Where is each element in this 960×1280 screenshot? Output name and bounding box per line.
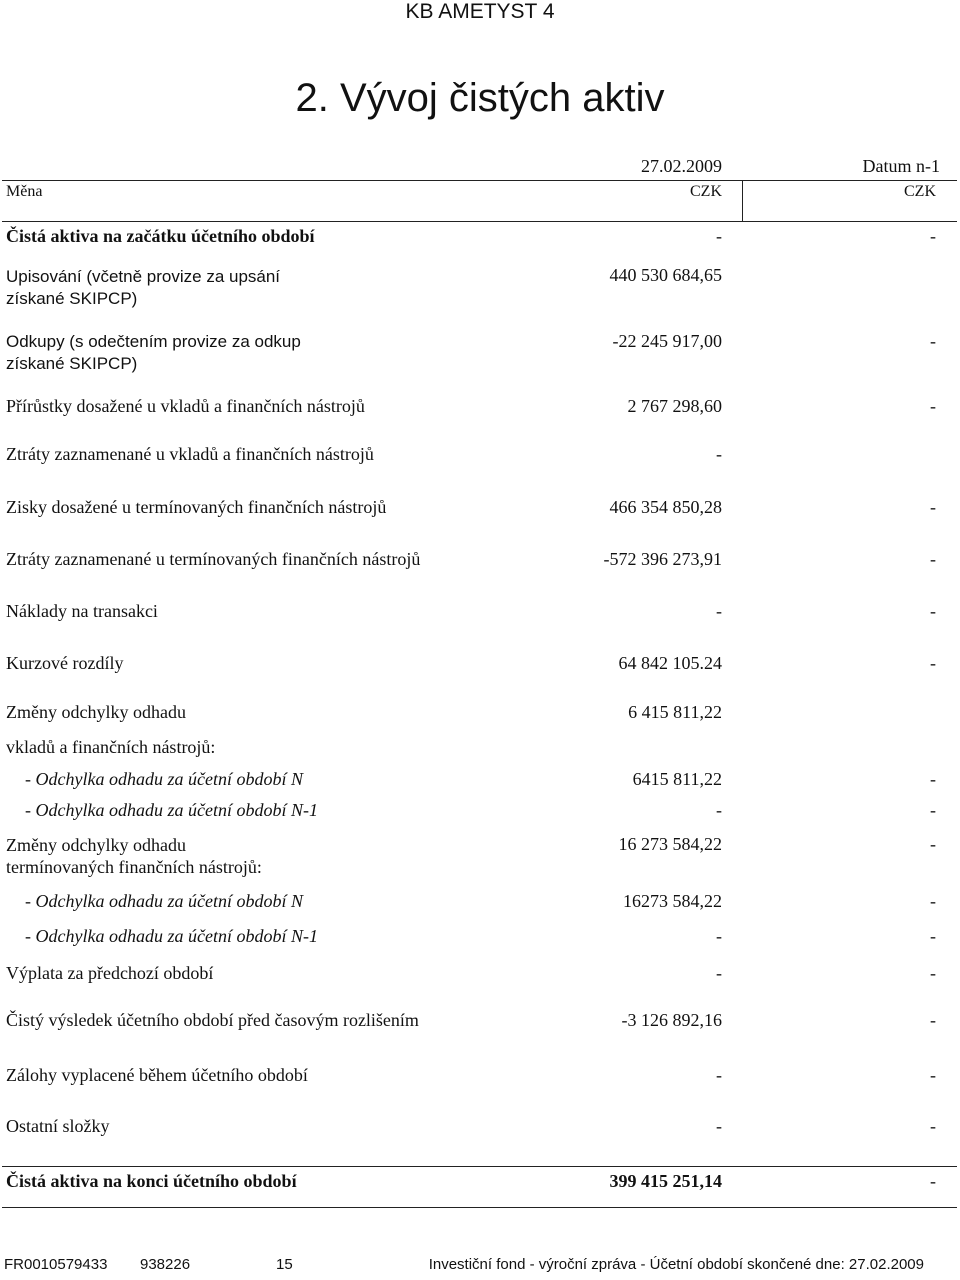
footer-number: 938226 — [140, 1256, 191, 1273]
row-label: vkladů a finančních nástrojů: — [6, 737, 216, 757]
row-label: - Odchylka odhadu za účetní období N — [25, 769, 303, 789]
total-bottom-rule — [2, 1207, 957, 1208]
row-value-current: -3 126 892,16 — [621, 1010, 722, 1030]
row-value-prev: - — [930, 891, 936, 911]
row-value-current: -572 396 273,91 — [603, 549, 722, 569]
row-label: Kurzové rozdíly — [6, 653, 124, 673]
footer-code: FR0010579433 — [4, 1256, 108, 1273]
row-label: Náklady na transakci — [6, 601, 158, 621]
row-value-prev: - — [930, 331, 936, 351]
column-divider — [742, 180, 743, 222]
row-label: Ostatní složky — [6, 1116, 110, 1136]
total-value-current: 399 415 251,14 — [609, 1171, 722, 1191]
total-top-rule — [2, 1166, 957, 1167]
row-value-current: - — [716, 1065, 722, 1085]
row-value-current: 16 273 584,22 — [618, 834, 722, 854]
currency-label: Měna — [6, 183, 43, 200]
row-label: Přírůstky dosažené u vkladů a finančních nástrojů — [6, 396, 365, 416]
row-value-current: - — [716, 1116, 722, 1136]
footer-page-number: 15 — [276, 1256, 293, 1273]
row-label: Čistý výsledek účetního období před časovým rozlišením — [6, 1010, 419, 1030]
row-value-current: - — [716, 926, 722, 946]
row-value-current: - — [716, 601, 722, 621]
column-date-current: 27.02.2009 — [641, 156, 722, 176]
row-value-current: - — [716, 226, 722, 246]
row-value-current: - — [716, 963, 722, 983]
row-value-current: 2 767 298,60 — [627, 396, 722, 416]
row-value-current: - — [716, 444, 722, 464]
row-value-current: -22 245 917,00 — [612, 331, 722, 351]
row-value-prev: - — [930, 549, 936, 569]
row-label: Odkupy (s odečtením provize za odkup získané SKIPCP) — [6, 332, 301, 373]
total-value-prev: - — [930, 1171, 936, 1191]
row-value-current: - — [716, 800, 722, 820]
row-label: Upisování (včetně provize za upsání získané SKIPCP) — [6, 267, 281, 308]
row-value-prev: - — [930, 1116, 936, 1136]
row-label: Čistá aktiva na začátku účetního období — [6, 226, 315, 246]
fund-name: KB AMETYST 4 — [405, 0, 555, 23]
row-label: Změny odchylky odhadu — [6, 702, 186, 722]
row-value-prev: - — [930, 1065, 936, 1085]
row-value-prev: - — [930, 497, 936, 517]
row-label: - Odchylka odhadu za účetní období N — [25, 891, 303, 911]
currency-prev: CZK — [904, 183, 936, 200]
row-value-prev: - — [930, 834, 936, 854]
row-value-current: 466 354 850,28 — [609, 497, 722, 517]
row-label: Ztráty zaznamenané u termínovaných finančních nástrojů — [6, 549, 421, 569]
header-top-rule — [2, 180, 957, 181]
row-label: Zisky dosažené u termínovaných finančních nástrojů — [6, 497, 387, 517]
row-value-prev: - — [930, 601, 936, 621]
row-value-current: 440 530 684,65 — [609, 265, 722, 285]
row-value-current: 16273 584,22 — [623, 891, 722, 911]
row-value-prev: - — [930, 800, 936, 820]
row-label: Změny odchylky odhadu termínovaných finančních nástrojů: — [6, 835, 262, 877]
page-title: 2. Vývoj čistých aktiv — [295, 76, 665, 120]
row-value-prev: - — [930, 926, 936, 946]
row-value-current: 6 415 811,22 — [628, 702, 722, 722]
currency-current: CZK — [690, 183, 722, 200]
row-label: Zálohy vyplacené během účetního období — [6, 1065, 308, 1085]
row-value-prev: - — [930, 396, 936, 416]
row-value-prev: - — [930, 769, 936, 789]
total-row-label: Čistá aktiva na konci účetního období — [6, 1171, 297, 1191]
row-value-current: 64 842 105.24 — [618, 653, 722, 673]
row-label: - Odchylka odhadu za účetní období N-1 — [25, 800, 318, 820]
row-label: Výplata za předchozí období — [6, 963, 214, 983]
row-value-prev: - — [930, 1010, 936, 1030]
row-value-prev: - — [930, 653, 936, 673]
header-bottom-rule — [2, 221, 957, 222]
row-label: Ztráty zaznamenané u vkladů a finančních nástrojů — [6, 444, 374, 464]
column-date-prev: Datum n-1 — [862, 156, 940, 176]
row-value-prev: - — [930, 226, 936, 246]
row-value-prev: - — [930, 963, 936, 983]
footer-description: Investiční fond - výroční zpráva - Účetní období skončené dne: 27.02.2009 — [428, 1256, 924, 1273]
row-value-current: 6415 811,22 — [632, 769, 722, 789]
row-label: - Odchylka odhadu za účetní období N-1 — [25, 926, 318, 946]
